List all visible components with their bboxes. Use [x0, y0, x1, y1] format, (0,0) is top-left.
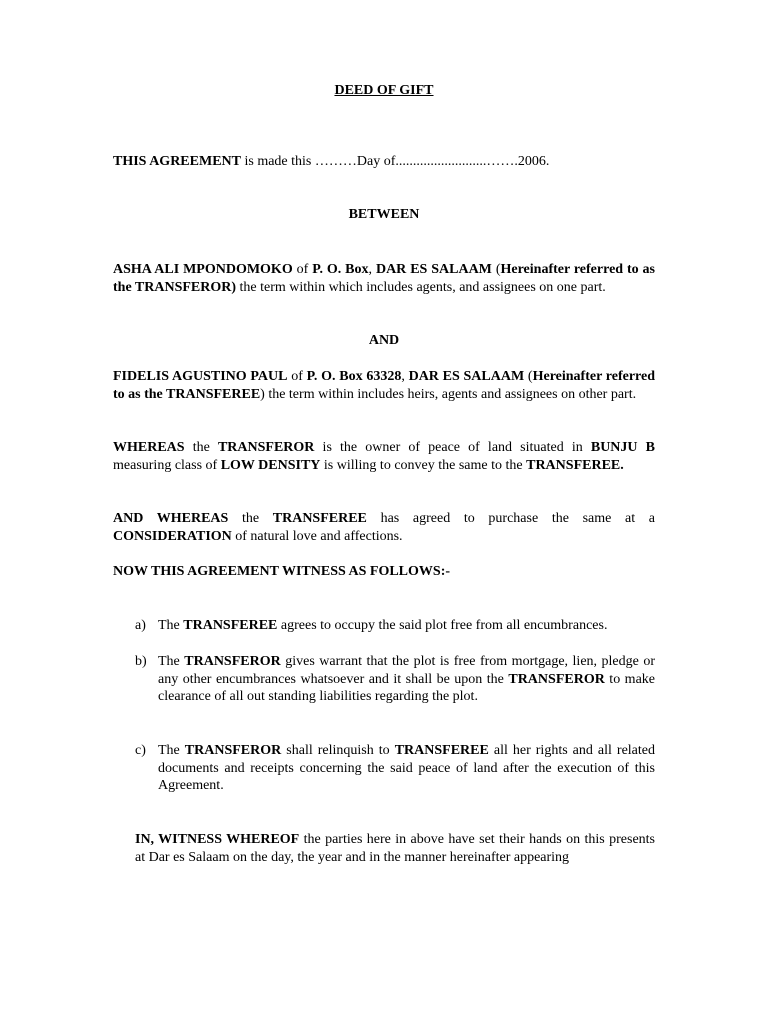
document-title: DEED OF GIFT	[334, 83, 434, 98]
transferee-name: FIDELIS AGUSTINO PAUL	[113, 369, 288, 384]
and-whereas-lead: AND WHEREAS	[113, 511, 229, 526]
text-run: The	[158, 743, 185, 758]
between-heading: BETWEEN	[348, 207, 420, 222]
transferor-city: DAR ES SALAAM	[375, 262, 492, 277]
party-transferee: TRANSFEREE	[272, 511, 367, 526]
text-run: the parties here in above have set their hands on this presents at Dar es Salaam on the day, the year and in the manner hereinafter appearing	[135, 832, 655, 865]
witness-paragraph	[135, 831, 655, 866]
whereas-paragraph	[113, 439, 655, 474]
text-run: the	[184, 440, 218, 455]
clause-marker: a)	[135, 618, 146, 633]
transferee-reference: Hereinafter referred to as the TRANSFEREE	[113, 369, 656, 402]
text-run: agrees to occupy the said plot free from all encumbrances.	[277, 618, 608, 633]
clause-marker: b)	[135, 654, 147, 669]
witness-lead: IN, WITNESS WHEREOF	[135, 832, 300, 847]
clause-text	[158, 653, 655, 706]
transferee-paragraph	[113, 368, 655, 403]
text-run: is the owner of peace of land situated in	[314, 440, 591, 455]
whereas-lead: WHEREAS	[113, 440, 185, 455]
text-run: has agreed to purchase the same at a	[366, 511, 656, 526]
text-run: of	[292, 262, 313, 277]
agreement-date-text: is made this ………Day of..........................…….2006.	[240, 154, 550, 169]
party-transferor: TRANSFEROR	[217, 440, 315, 455]
clause-c	[135, 742, 655, 795]
transferee-city: DAR ES SALAAM	[408, 369, 525, 384]
witness-heading: NOW THIS AGREEMENT WITNESS AS FOLLOWS:-	[113, 564, 451, 579]
text-run: shall relinquish to	[281, 743, 395, 758]
land-density: LOW DENSITY	[220, 457, 321, 473]
consideration-term: CONSIDERATION	[113, 528, 232, 544]
transferor-reference: Hereinafter referred to as the TRANSFEROR)	[113, 262, 656, 295]
clause-text	[158, 742, 655, 795]
text-run: all her rights and all related documents and receipts concerning the said peace of land after the execution of this Agreement.	[158, 743, 656, 793]
text-run: The	[158, 618, 184, 633]
and-whereas-paragraph	[113, 510, 655, 545]
party-transferee: TRANSFEREE	[394, 743, 489, 758]
text-run: the term within which includes agents, and assignees on one part.	[236, 279, 606, 295]
agreement-lead: THIS AGREEMENT	[113, 154, 241, 169]
party-transferor: TRANSFEROR	[184, 654, 281, 669]
text-run: to make clearance of all out standing liabilities regarding the plot.	[158, 671, 655, 704]
transferor-box: P. O. Box	[312, 262, 369, 277]
text-run: ,	[401, 369, 409, 384]
text-run: of	[287, 369, 307, 384]
transferee-box: P. O. Box 63328	[306, 369, 402, 384]
text-run: (	[524, 369, 533, 384]
party-transferee: TRANSFEREE	[183, 618, 278, 633]
text-run: ,	[368, 262, 376, 277]
party-transferor: TRANSFEROR	[508, 671, 605, 687]
transferor-paragraph	[113, 261, 655, 296]
clause-text	[158, 617, 655, 635]
party-transferee: TRANSFEREE.	[526, 457, 624, 473]
and-heading: AND	[368, 333, 400, 348]
text-run: the	[228, 511, 273, 526]
text-run: gives warrant that the plot is free from mortgage, lien, pledge or any other encumbrances whatsoever and it shall be upon the	[158, 654, 656, 687]
clause-b	[135, 653, 655, 706]
land-location: BUNJU B	[590, 440, 655, 455]
party-transferor: TRANSFEROR	[184, 743, 282, 758]
clause-a	[135, 617, 655, 635]
clause-marker: c)	[135, 743, 146, 758]
text-run: (	[491, 262, 501, 277]
transferor-name: ASHA ALI MPONDOMOKO	[113, 262, 293, 277]
text-run: ) the term within includes heirs, agents and assignees on other part.	[260, 386, 637, 402]
text-run: The	[158, 654, 185, 669]
agreement-date-line	[113, 153, 655, 171]
text-run: of natural love and affections.	[231, 528, 403, 544]
text-run: is willing to convey the same to the	[320, 457, 527, 473]
text-run: measuring class of	[113, 457, 221, 473]
